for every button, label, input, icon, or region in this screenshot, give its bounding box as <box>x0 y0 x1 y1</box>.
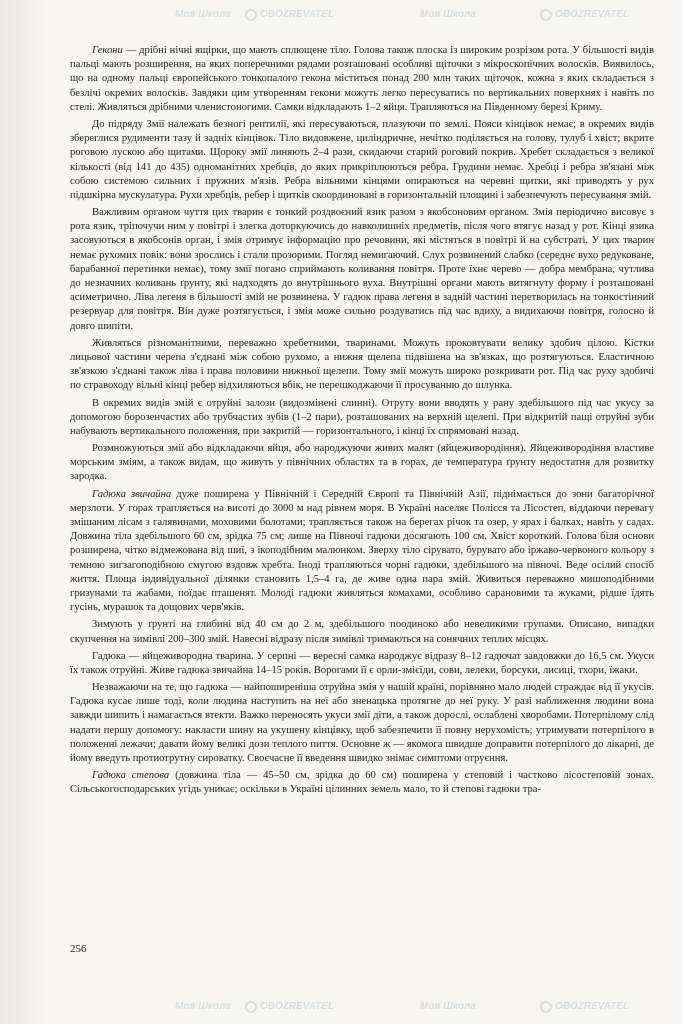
paragraph-steppe-viper <box>70 769 654 797</box>
paragraph-text: В окремих видів змій є отруйні залози (видозмінені слинні). Отруту вони вводять у рану здебільшого під час укусу за допомогою борозенчастих або трубчастих зубів (1–2 пари), розташованих на верхній щелепі. При відкритій пащі отруйні зуби набувають вертикального положення, при закритій — горизонтального, і кінці їх спрямовані назад. <box>70 397 654 437</box>
watermark-text: Моя Школа <box>175 1001 231 1012</box>
page-number: 256 <box>70 943 87 955</box>
paragraph-text: Живляться різноманітними, переважно хребетними, тваринами. Можуть проковтувати велику здобич цілою. Кістки лицьової частини черепа з'єднані між собою рухомо, а нижня щелепа підвішена на зв'язках, що розтягуються. Еластичною зв'язкою з'єднані також ліва і права половини нижньої щелепи. Тому змії можуть широко розкривати рот. Під час руху здобичі по стравоходу вільні кінці ребер відхиляються вбік, не перешкоджаючи її просуванню до шлунка. <box>70 337 654 392</box>
paragraph-geckos <box>70 44 654 115</box>
page-body <box>70 44 654 798</box>
paragraph-reproduction <box>70 442 654 485</box>
watermark <box>245 8 334 21</box>
paragraph-viper-reproduction <box>70 650 654 678</box>
watermark-logo-icon <box>540 9 552 21</box>
paragraph-text: Гадюка — яйцеживородна тварина. У серпні — вересні самка народжує відразу 8–12 гадючат завдовжки до 16,5 см. Укуси їх також отруйні. Живе гадюка звичайна 14–15 років. Ворогами її є орли-змієїди, сови, лелеки, борсуки, лисиці, тхори, їжаки. <box>70 650 654 676</box>
paragraph-lead: Гадюка звичайна <box>92 488 172 500</box>
watermark <box>420 1000 476 1013</box>
watermark <box>175 1000 231 1013</box>
watermark-text: OBOZREVATEL <box>555 9 630 20</box>
paragraph-text: До підряду Змії належать безногі рептилії, які пересуваються, плазуючи по землі. Пояси кінцівок немає; в окремих видів збереглися рудименти тазу й задніх кінцівок. Тіло видовжене, циліндричне, нечітко поділяється на голову, тулуб і хвіст; вкрите роговою лускою або щитами. Щороку змії линяють 2–4 рази, скидаючи старий роговий покрив. Хребет складається з великої кількості (від 141 до 435) одноманітних хребців, до яких прикріплюються ребра. Грудини немає. Хребці і ребра зв'язані між собою системою сильних і пружних м'язів. Ребра вільними кінцями опираються на черевні щитки, які приводять у рух підшкірна мускулатура. Рухи хребців, ребер і щитків скоординовані в горизонтальній площині і забезпечують пересування змій. <box>70 118 654 201</box>
paragraph-wintering <box>70 618 654 646</box>
watermark-logo-icon <box>245 9 257 21</box>
paragraph-text: дуже поширена у Північній і Середній Європі та Північній Азії, піднімається до зони багаторічної мерзлоти. У горах трапляється на висоті до 3000 м над рівнем моря. В Україні населяє Полісся та Лісостеп, віддаючи перевагу змішаним лісам з галявинами, моховими болотами; трапляється також на берегах річок та озер, у ярах і балках, навіть у садах. Довжина тіла здебільшого 60 см, зрідка 75 см; лише на Півночі гадюки досягають 100 см. Хвіст короткий. Голова біля основи розширена, чітко відмежована від шиї, з ікоподібним малюнком. Зверху тіло сірувато, бурувато або іржаво-червоного кольору з темною зигзагоподібною смугою вздовж хребта. Іноді трапляються чорні гадюки, здебільшого на півночі. Веде осілий спосіб життя. Площа індивідуальної ділянки становить 1,5–4 га, де живе одна пара змій. Живиться переважно мишоподібними гризунами та жабами, поїдає пташенят. Молоді гадюки живляться комахами, особливо сарановими та жуками, рідше їдять гусінь, мурашок та дощових черв'яків. <box>70 488 654 614</box>
paragraph-text: Розмножуються змії або відкладаючи яйця, або народжуючи живих малят (яйцеживородіння). Яйцеживородіння властиве морським зміям, а також видам, що живуть у північних областях та в горах, де температура ґрунту недостатня для розвитку зародка. <box>70 443 654 483</box>
paragraph-senses <box>70 206 654 334</box>
watermark <box>540 8 629 21</box>
paragraph-text: Незважаючи на те, що гадюка — найпоширеніша отруйна змія у нашій країні, порівняно мало людей страждає від її укусів. Гадюка кусає лише тоді, коли людина наступить на неї або зненацька протягне до неї руку. У разі наближення людини вона завжди шипить і намагається втекти. Важко переносять укуси змії діти, а також дорослі, ослаблені хворобами. Потерпілому слід надати першу допомогу: накласти шину на укушену кінцівку, щоб забезпечити її повну нерухомість; утримувати потерпілого в положенні лежачи; давати йому великі дози теплого пиття. Основне ж — якомога швидше доправити потерпілого до лікарні, де йому введуть протиотрутну сироватку. Своєчасне її введення швидко знімає симптоми отруєння. <box>70 682 654 764</box>
watermark-text: Моя Школа <box>420 9 476 20</box>
paragraph-snakes-intro <box>70 118 654 203</box>
paragraph-lead: Гекони <box>92 45 123 56</box>
watermark-text: Моя Школа <box>420 1001 476 1012</box>
watermark <box>175 8 231 21</box>
paragraph-text: Важливим органом чуття цих тварин є тонкий роздвоєний язик разом з якобсоновим органом. Змія періодично висовує з рота язик, тріпочучи ним у повітрі і злегка доторкуючись до навколишніх предметів, після чого втягує назад у рот. Кінці язика засовуються в якобсонів орган, і змія отримує інформацію про речовини, які містяться в повітрі й на субстраті. У цих тварин немає рухомих повік: вони зрослись і стали прозорими. Погляд немигаючий. Слух розвинений слабко (середнє вухо редуковане, барабанної перетинки немає), тому змії погано сприймають коливання повітря. Проте їхнє черево — добра мембрана, чутлива до незначних коливань ґрунту, які надходять до внутрішнього вуха. Внутрішні органи мають витягнуту форму і розташовані асиметрично. Ліва легеня в більшості змій не розвинена. У гадюк права легеня в задній частині перетворилась на тонкостінний резервуар для повітря. Він дуже розтягується, і змія може сильно роздуватись під час вдиху, а видихаючи повітря, голосно й довго шипіти. <box>70 207 654 332</box>
watermark <box>420 8 476 21</box>
watermark <box>540 1000 629 1013</box>
paragraph-text: (довжина тіла — 45–50 см, зрідка до 60 см) поширена у степовій і частково лісостеповій зонах. Сільськогосподарських угідь уникає; оскільки в Україні цілинних земель мало, то й степові гадюки тра- <box>70 770 654 796</box>
watermark-text: OBOZREVATEL <box>555 1001 630 1012</box>
watermark-text: Моя Школа <box>175 9 231 20</box>
paragraph-venom <box>70 397 654 440</box>
paragraph-text: Зимують у ґрунті на глибині від 40 см до 2 м, здебільшого поодиноко або невеликими групами. Описано, випадки скупчення на зимівлі 200–300 змій. Навесні відразу після зимівлі тримаються на сонячних теплих місцях. <box>70 619 654 645</box>
paragraph-text: — дрібні нічні ящірки, що мають сплющене тіло. Голова також плоска із широким розрізом рота. У більшості видів пальці мають розширення, на яких поперечними рядами розташовані особливі щіточки з мікроскопічних волосків. Виявилось, що на одному пальці європейського тонкопалого гекона міститься понад 200 млн таких щіточок, кожна з яких складається з безлічі окремих волосків. Завдяки цим утворенням гекони можуть легко пересуватись по вертикальних поверхнях і навіть по стелі. Живляться дрібними членистоногими. Самки відкладають 1–2 яйця. Трапляються на Південному березі Криму. <box>70 45 654 113</box>
paragraph-first-aid <box>70 681 654 766</box>
watermark-logo-icon <box>540 1001 552 1013</box>
watermark-text: OBOZREVATEL <box>260 1001 335 1012</box>
watermark-text: OBOZREVATEL <box>260 9 335 20</box>
watermark-logo-icon <box>245 1001 257 1013</box>
watermark <box>245 1000 334 1013</box>
paragraph-feeding <box>70 337 654 394</box>
paragraph-common-viper <box>70 488 654 616</box>
paragraph-lead: Гадюка степова <box>92 770 170 782</box>
